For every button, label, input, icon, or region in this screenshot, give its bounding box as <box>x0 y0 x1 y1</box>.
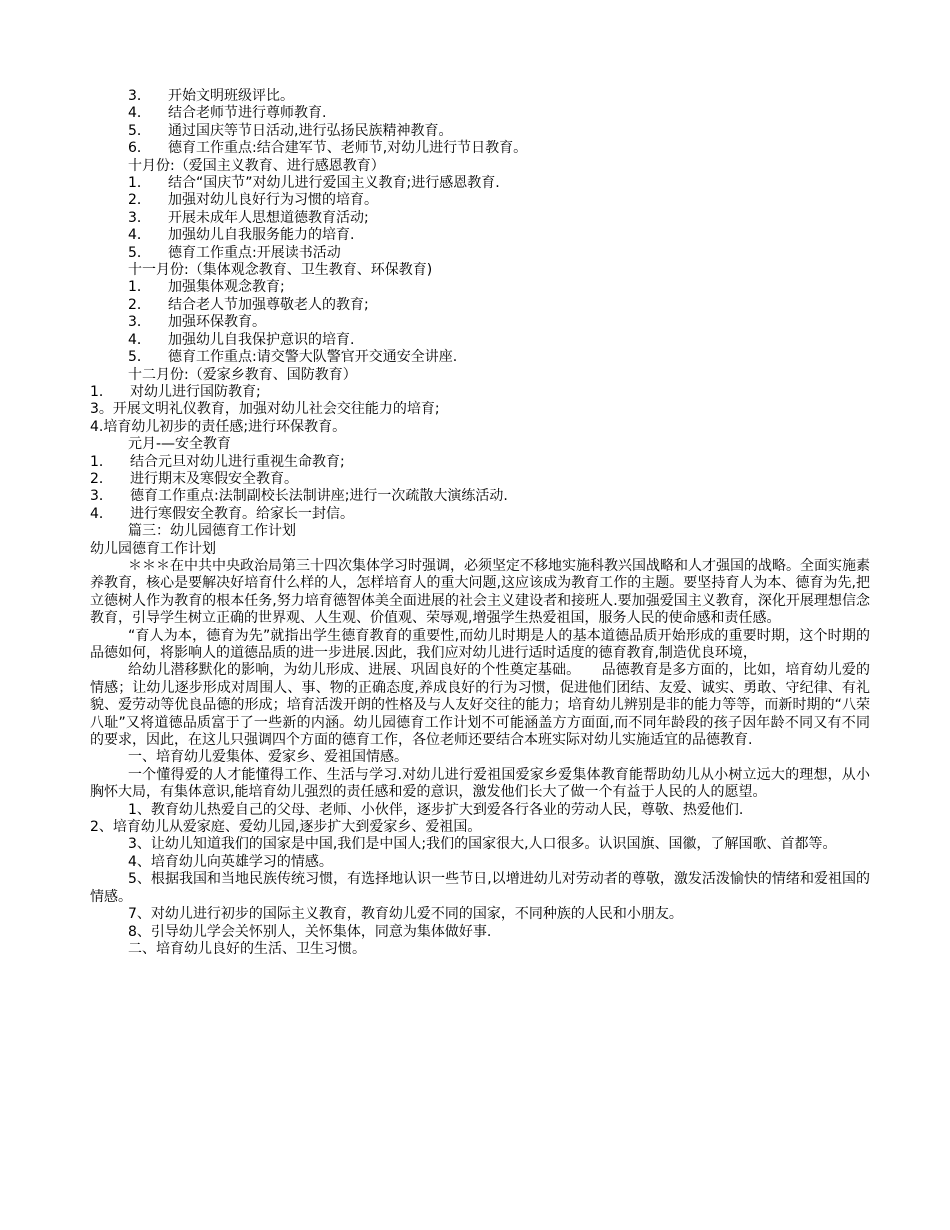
list-item: 2． 进行期末及寒假安全教育。 <box>90 470 298 487</box>
list-item: 3． 德育工作重点:法制副校长法制讲座;进行一次疏散大演练活动. <box>90 488 508 505</box>
list-item: 6． 德育工作重点:结合建军节、老师节,对幼儿进行节日教育。 <box>128 140 528 157</box>
paragraph: 3、让幼儿知道我们的国家是中国,我们是中国人;我们的国家很大,人口很多。认识国旗、国徽，了解国歌、首都等。 <box>128 836 837 853</box>
paragraph: 7、对幼儿进行初步的国际主义教育，教育幼儿爱不同的国家，不同种族的人民和小朋友。 <box>128 906 683 923</box>
list-item: 2． 加强对幼儿良好行为习惯的培育。 <box>128 192 378 209</box>
part-title: 篇三：幼儿园德育工作计划 <box>128 523 296 540</box>
paragraph: 一个懂得爱的人才能懂得工作、生活与学习.对幼儿进行爱祖国爱家乡爱集体教育能帮助幼儿从小树立远大的理想，从小胸怀大局，有集体意识,能培育幼儿强烈的责任感和爱的意识，激发他们长大了做一个有益于人民的人的愿望。 <box>90 766 870 801</box>
section-heading: 二、培育幼儿良好的生活、卫生习惯。 <box>128 940 366 957</box>
list-item: 4． 进行寒假安全教育。给家长一封信。 <box>90 505 354 522</box>
paragraph: 5、根据我国和当地民族传统习惯，有选择地认识一些节日,以增进幼儿对劳动者的尊敬，激发活泼愉快的情绪和爱祖国的情感。 <box>90 871 870 905</box>
section-heading: 一、培育幼儿爱集体、爱家乡、爱祖国情感。 <box>128 749 408 766</box>
document-body <box>90 88 870 958</box>
paragraph: 2、培育幼儿从爱家庭、爱幼儿园,逐步扩大到爱家乡、爱祖国。 <box>90 819 482 836</box>
list-item: 3。开展文明礼仪教育，加强对幼儿社会交往能力的培育; <box>90 401 440 418</box>
document-title: 幼儿园德育工作计划 <box>90 540 216 557</box>
section-heading-november: 十一月份:（集体观念教育、卫生教育、环保教育) <box>128 262 433 279</box>
list-item: 4． 结合老师节进行尊师教育. <box>128 105 327 122</box>
list-item: 2． 结合老人节加强尊敬老人的教育; <box>128 296 369 313</box>
list-item: 1． 对幼儿进行国防教育; <box>90 383 261 400</box>
paragraph: 给幼儿潜移默化的影响，为幼儿形成、进展、巩固良好的个性奠定基础。 品德教育是多方面的，比如，培育幼儿爱的情感；让幼儿逐步形成对周围人、事、物的正确态度,养成良好的行为习惯，促进他们团结、友爱、诚实、勇敢、守纪律、有礼貌、爱劳动等优良品德的形成；培育活泼开朗的性格及与人友好交往的能力；培育幼儿辨别是非的能力等等，而新时期的“八荣八耻”又将道德品质富于了一些新的内涵。幼儿园德育工作计划不可能涵盖方方面面,而不同年龄段的孩子因年龄不同又有不同的要求，因此，在这儿只强调四个方面的德育工作，各位老师还要结合本班实际对幼儿实施适宜的品德教育. <box>90 662 870 749</box>
list-item: 1． 加强集体观念教育; <box>128 279 285 296</box>
list-item: 3． 开展未成年人思想道德教育活动; <box>128 209 369 226</box>
list-item: 5． 德育工作重点:开展读书活动 <box>128 244 341 261</box>
paragraph: “育人为本，德育为先”就指出学生德育教育的重要性,而幼儿时期是人的基本道德品质开始形成的重要时期，这个时期的品德如何，将影响人的道德品质的进一步进展.因此，我们应对幼儿进行适时适度的德育教育,制造优良环境， <box>90 627 870 661</box>
list-item: 1． 结合元旦对幼儿进行重视生命教育; <box>90 453 345 470</box>
list-item: 1． 结合“国庆节”对幼儿进行爱国主义教育;进行感恩教育. <box>128 175 500 192</box>
paragraph: 8、引导幼儿学会关怀别人，关怀集体，同意为集体做好事. <box>128 923 492 940</box>
list-item: 4． 加强幼儿自我服务能力的培育. <box>128 227 355 244</box>
paragraph: 1、教育幼儿热爱自己的父母、老师、小伙伴，逐步扩大到爱各行各业的劳动人民，尊敬、热爱他们. <box>128 801 744 818</box>
paragraph: ＊＊＊在中共中央政治局第三十四次集体学习时强调，必须坚定不移地实施科教兴国战略和人才强国的战略。全面实施素养教育，核心是要解决好培育什么样的人，怎样培育人的重大问题,这应该成为教育工作的主题。要坚持育人为本、德育为先,把立德树人作为教育的根本任务,努力培育德智体美全面进展的社会主义建设者和接班人.要加强爱国主义教育，深化开展理想信念教育，引导学生树立正确的世界观、人生观、价值观、荣辱观,增强学生热爱祖国，服务人民的使命感和责任感。 <box>90 557 870 627</box>
list-item: 4.培育幼儿初步的责任感;进行环保教育。 <box>90 418 347 435</box>
list-item: 5． 德育工作重点:请交警大队警官开交通安全讲座. <box>128 349 458 366</box>
section-heading-december: 十二月份:（爱家乡教育、国防教育） <box>128 366 357 383</box>
list-item: 3． 开始文明班级评比。 <box>128 88 294 104</box>
paragraph: 4、培育幼儿向英雄学习的情感。 <box>128 853 333 870</box>
section-heading-october: 十月份:（爱国主义教育、进行感恩教育） <box>128 157 385 174</box>
section-heading-january: 元月-—安全教育 <box>128 436 232 453</box>
list-item: 4． 加强幼儿自我保护意识的培育. <box>128 331 355 348</box>
list-item: 3． 加强环保教育。 <box>128 314 266 331</box>
list-item: 5． 通过国庆等节日活动,进行弘扬民族精神教育。 <box>128 122 453 139</box>
